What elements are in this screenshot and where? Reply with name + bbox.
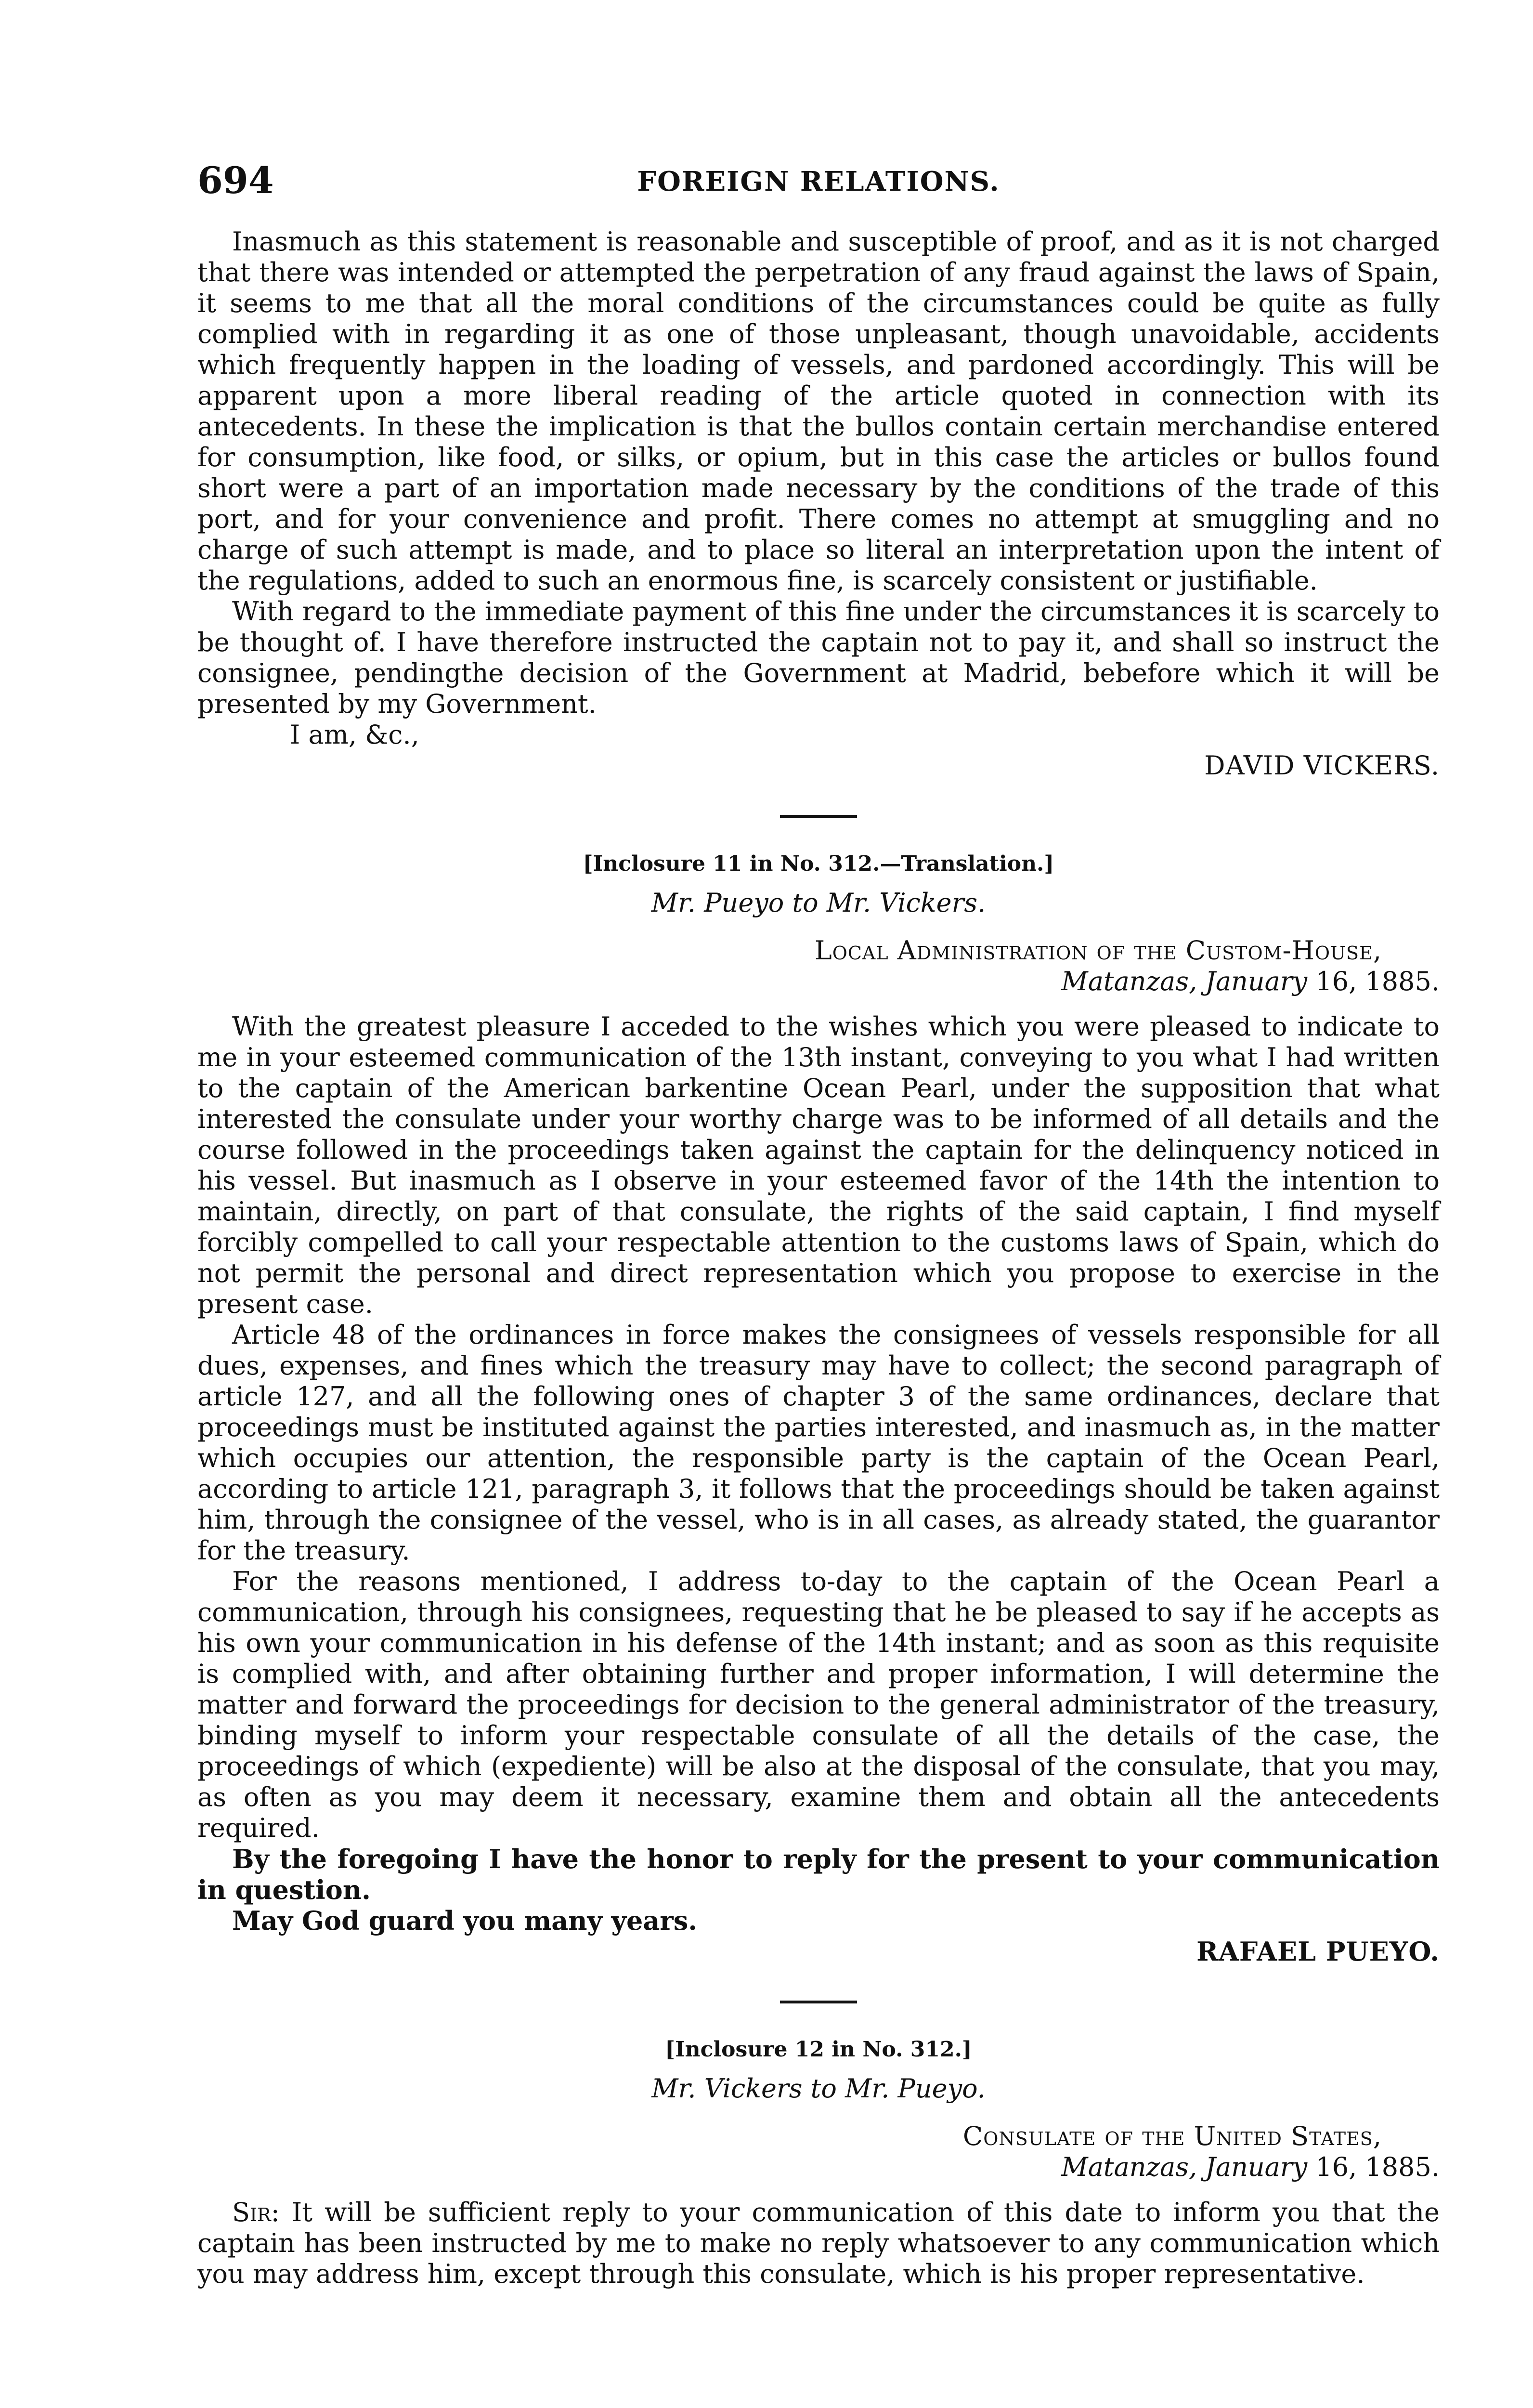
letter1-paragraph-1: Inasmuch as this statement is reasonable and susceptible of proof, and as it is not charged that there was intended or attempted the perpetration of any fraud against the laws of Spain, it seems to me that all the moral conditions of the circumstances could be quite as fully complied with in regarding it as one of those unpleasant, though unavoidable, accidents which frequently happen in the loading of vessels, and pardoned accordingly. This will be apparent upon a more liberal reading of the article quoted in connection with its antecedents. In these the implication is that the bullos contain certain merchandise entered for consumption, like food, or silks, or opium, but in this case the articles or bullos found short were a part of an importation made necessary by the conditions of the trade of this port, and for your convenience and profit. There comes no attempt at smuggling and no charge of such attempt is made, and to place so literal an interpretation upon the intent of the regulations, added to such an enormous fine, is scarcely consistent or justifiable. bbox=[197, 226, 1440, 596]
inclosure-11-heading: [Inclosure 11 in No. 312.—Translation.] bbox=[583, 851, 1054, 876]
inclosure-11-date-rest: 16, 1885. bbox=[1307, 966, 1440, 996]
inclosure-12-date-place: Matanzas, January bbox=[1061, 2152, 1308, 2182]
letter1-signature: DAVID VICKERS. bbox=[1204, 750, 1440, 781]
page-number: 694 bbox=[197, 159, 274, 202]
letter1-closing: I am, &c., bbox=[290, 720, 419, 750]
inclosure-12-place bbox=[197, 2121, 1440, 2152]
inclosure-11-date bbox=[197, 966, 1440, 997]
document-body bbox=[197, 226, 1440, 2290]
inclosure-12-date-rest: 16, 1885. bbox=[1307, 2152, 1440, 2182]
inclosure-11-paragraph-1: With the greatest pleasure I acceded to the wishes which you were pleased to indicate to me in your esteemed communication of the 13th instant, conveying to you what I had written to the captain of the American barkentine Ocean Pearl, under the supposition that what interested the consulate under your worthy charge was to be informed of all details and the course followed in the proceedings taken against the captain for the delinquency noticed in his vessel. But inasmuch as I observe in your esteemed favor of the 14th the intention to maintain, directly, on part of that consulate, the rights of the said captain, I find myself forcibly compelled to call your respectable attention to the customs laws of Spain, which do not permit the personal and direct representation which you propose to exercise in the present case. bbox=[197, 1011, 1440, 1319]
inclosure-11-closing: May God guard you many years. bbox=[232, 1905, 698, 1936]
letter1-paragraph-2: With regard to the immediate payment of this fine under the circumstances it is scarcely to be thought of. I have therefore instructed the captain not to pay it, and shall so instruct the consignee, pendingthe decision of the Government at Madrid, bebefore which it will be presented by my Government. bbox=[197, 596, 1440, 719]
section-divider-2 bbox=[780, 2001, 857, 2003]
inclosure-11-paragraph-2: Article 48 of the ordinances in force makes the consignees of vessels responsible for all dues, expenses, and fines which the treasury may have to collect; the second paragraph of article 127, and all the following ones of chapter 3 of the same ordinances, declare that proceedings must be instituted against the parties interested, and inasmuch as, in the matter which occupies our attention, the responsible party is the captain of the Ocean Pearl, according to article 121, paragraph 3, it follows that the proceedings should be taken against him, through the consignee of the vessel, who is in all cases, as already stated, the guarantor for the treasury. bbox=[197, 1320, 1440, 1566]
inclosure-12-heading: [Inclosure 12 in No. 312.] bbox=[665, 2037, 972, 2062]
inclosure-11-signature: RAFAEL PUEYO. bbox=[1196, 1936, 1440, 1967]
inclosure-11-title: Mr. Pueyo to Mr. Vickers. bbox=[651, 888, 986, 918]
running-head: FOREIGN RELATIONS. bbox=[637, 166, 1000, 197]
inclosure-12-paragraph-text: It will be sufficient reply to your communication of this date to inform you that the captain has been instructed by me to make no reply whatsoever to any communication which you may address him, except through this consulate, which is his proper representative. bbox=[197, 2197, 1440, 2289]
inclosure-12-date bbox=[197, 2152, 1440, 2183]
inclosure-12-paragraph bbox=[197, 2197, 1440, 2290]
inclosure-11-place bbox=[197, 935, 1440, 966]
inclosure-11-paragraph-4: By the foregoing I have the honor to reply for the present to your communication in question. bbox=[197, 1844, 1440, 1905]
inclosure-11-date-place: Matanzas, January bbox=[1061, 966, 1308, 996]
page-header bbox=[197, 159, 1440, 207]
inclosure-12-salutation: Sir: bbox=[232, 2197, 280, 2227]
inclosure-12-title: Mr. Vickers to Mr. Pueyo. bbox=[651, 2073, 986, 2104]
section-divider-1 bbox=[780, 815, 857, 818]
inclosure-11-paragraph-3: For the reasons mentioned, I address to-day to the captain of the Ocean Pearl a communication, through his consignees, requesting that he be pleased to say if he accepts as his own your communication in his defense of the 14th instant; and as soon as this requisite is complied with, and after obtaining further and proper information, I will determine the matter and forward the proceedings for decision to the general administrator of the treasury, binding myself to inform your respectable consulate of all the details of the case, the proceedings of which (expediente) will be also at the disposal of the consulate, that you may, as often as you may deem it necessary, examine them and obtain all the antecedents required. bbox=[197, 1566, 1440, 1843]
inclosure-11-place-text: Local Administration of the Custom-House, bbox=[814, 935, 1382, 966]
inclosure-12-place-text: Consulate of the United States, bbox=[962, 2121, 1382, 2151]
